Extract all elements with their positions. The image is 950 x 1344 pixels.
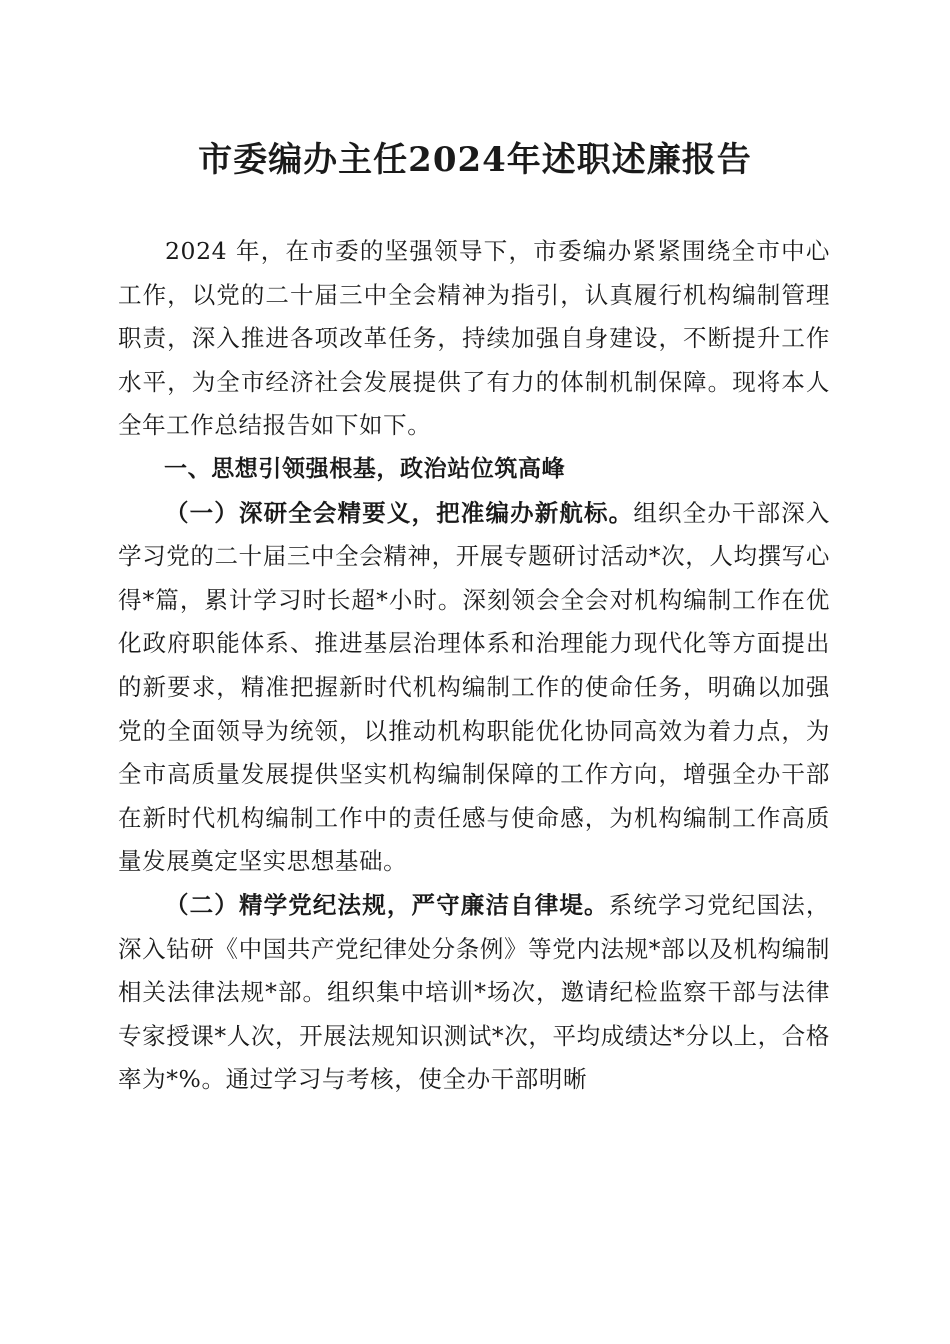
section-1-item-1-lead: （一）深研全会精要义，把准编办新航标。: [165, 498, 634, 527]
section-1-heading: 一、思想引领强根基，政治站位筑高峰: [164, 455, 566, 482]
section-1-item-2-lead: （二）精学党纪法规，严守廉洁自律堤。: [165, 890, 609, 919]
section-1-item-1-text: 组织全办干部深入学习党的二十届三中全会精神，开展专题研讨活动*次，人均撰写心得*篇，累计学习时长超*小时。深刻领会全会对机构编制工作在优化政府职能体系、推进基层治理体系和治理能力现代化等方面提出的新要求，精准把握新时代机构编制工作的使命任务，明确以加强党的全面领导为统领，以推动机构职能优化协同高效为着力点，为全市高质量发展提供坚实机构编制保障的工作方向，增强全办干部在新时代机构编制工作中的责任感与使命感，为机构编制工作高质量发展奠定坚实思想基础。: [118, 498, 830, 876]
document-title: 市委编办主任2024年述职述廉报告: [198, 140, 752, 180]
section-1-item-2-paragraph: [118, 884, 830, 1102]
section-1-item-2-text: 系统学习党纪国法，深入钻研《中国共产党纪律处分条例》等党内法规*部以及机构编制相关法律法规*部。组织集中培训*场次，邀请纪检监察干部与法律专家授课*人次，开展法规知识测试*次，平均成绩达*分以上，合格率为*%。通过学习与考核，使全办干部明晰: [118, 890, 830, 1094]
section-1-item-1-paragraph: [118, 492, 830, 884]
intro-paragraph: 2024 年，在市委的坚强领导下，市委编办紧紧围绕全市中心工作，以党的二十届三中全会精神为指引，认真履行机构编制管理职责，深入推进各项改革任务，持续加强自身建设，不断提升工作水平，为全市经济社会发展提供了有力的体制机制保障。现将本人全年工作总结报告如下如下。: [118, 237, 830, 440]
document-body: [118, 230, 830, 1102]
